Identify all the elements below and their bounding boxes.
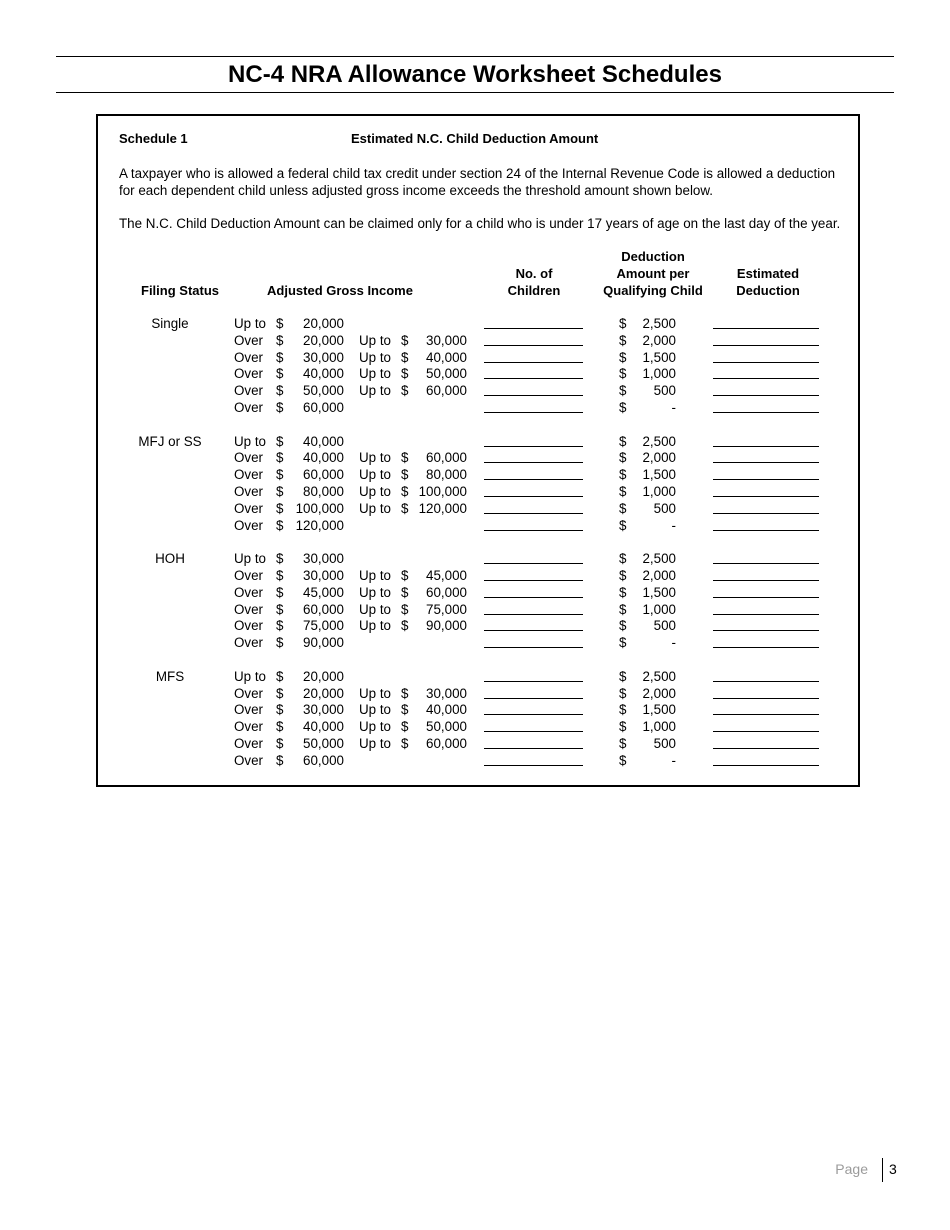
deduction-per-child-amount: 2,000 bbox=[642, 332, 676, 348]
deduction-per-child-amount: 1,000 bbox=[642, 366, 676, 382]
currency-sign: $ bbox=[401, 702, 409, 718]
children-count-field[interactable] bbox=[484, 378, 583, 379]
agi-qualifier-to: Up to bbox=[359, 719, 392, 735]
agi-qualifier-to: Up to bbox=[359, 568, 392, 583]
agi-amount-to: 120,000 bbox=[418, 500, 467, 516]
agi-amount-from: 20,000 bbox=[303, 685, 344, 701]
currency-sign: $ bbox=[276, 500, 284, 516]
filing-status-label: MFJ or SS bbox=[138, 433, 202, 449]
agi-amount-from: 50,000 bbox=[303, 383, 344, 399]
schedule-paragraph-2: The N.C. Child Deduction Amount can be claimed only for a child who is under 17 years of age on the last day of the year. bbox=[119, 216, 841, 231]
agi-amount-from: 40,000 bbox=[303, 450, 344, 466]
agi-qualifier-from: Over bbox=[234, 450, 264, 466]
agi-amount-from: 30,000 bbox=[303, 702, 344, 718]
estimated-deduction-field[interactable] bbox=[713, 681, 819, 682]
agi-qualifier-from: Over bbox=[234, 517, 264, 533]
currency-sign: $ bbox=[276, 568, 284, 583]
currency-sign: $ bbox=[619, 702, 627, 718]
agi-amount-from: 50,000 bbox=[303, 736, 344, 751]
currency-sign: $ bbox=[619, 433, 627, 449]
currency-sign: $ bbox=[401, 383, 409, 399]
deduction-per-child-amount: 1,000 bbox=[642, 484, 676, 499]
agi-qualifier-to: Up to bbox=[359, 450, 392, 466]
currency-sign: $ bbox=[276, 752, 284, 768]
agi-qualifier-from: Up to bbox=[234, 551, 267, 567]
currency-sign: $ bbox=[401, 366, 409, 382]
agi-amount-to: 80,000 bbox=[426, 467, 467, 483]
agi-qualifier-to: Up to bbox=[359, 484, 392, 499]
children-count-field[interactable] bbox=[484, 513, 583, 514]
schedule-title: Estimated N.C. Child Deduction Amount bbox=[351, 131, 599, 146]
agi-amount-to: 30,000 bbox=[426, 685, 467, 701]
agi-qualifier-from: Over bbox=[234, 584, 264, 600]
currency-sign: $ bbox=[276, 349, 284, 365]
agi-amount-to: 60,000 bbox=[426, 383, 467, 399]
schedule-1-box bbox=[96, 114, 860, 787]
page-label: Page bbox=[835, 1161, 868, 1177]
agi-qualifier-from: Up to bbox=[234, 668, 267, 684]
agi-amount-to: 75,000 bbox=[426, 601, 467, 617]
children-count-field[interactable] bbox=[484, 345, 583, 346]
currency-sign: $ bbox=[401, 736, 409, 751]
agi-amount-to: 60,000 bbox=[426, 584, 467, 600]
currency-sign: $ bbox=[276, 685, 284, 701]
agi-amount-to: 60,000 bbox=[426, 736, 467, 751]
deduction-per-child-amount: 2,000 bbox=[642, 568, 676, 583]
agi-amount-from: 100,000 bbox=[295, 500, 344, 516]
agi-amount-from: 20,000 bbox=[303, 316, 344, 331]
header-no-of-children: No. of Children bbox=[507, 266, 561, 298]
currency-sign: $ bbox=[276, 467, 284, 483]
children-count-field[interactable] bbox=[484, 563, 583, 564]
estimated-deduction-field[interactable] bbox=[713, 647, 819, 648]
currency-sign: $ bbox=[276, 719, 284, 735]
currency-sign: $ bbox=[619, 618, 627, 634]
currency-sign: $ bbox=[401, 484, 409, 499]
deduction-per-child-amount: 1,500 bbox=[642, 584, 676, 600]
children-count-field[interactable] bbox=[484, 395, 583, 396]
currency-sign: $ bbox=[619, 635, 627, 651]
deduction-per-child-amount: 500 bbox=[653, 736, 676, 751]
children-count-field[interactable] bbox=[484, 479, 583, 480]
agi-amount-to: 30,000 bbox=[426, 332, 467, 348]
currency-sign: $ bbox=[619, 467, 627, 483]
page-title: NC-4 NRA Allowance Worksheet Schedules bbox=[228, 61, 722, 88]
currency-sign: $ bbox=[276, 668, 284, 684]
children-count-field[interactable] bbox=[484, 714, 583, 715]
currency-sign: $ bbox=[401, 332, 409, 348]
currency-sign: $ bbox=[401, 719, 409, 735]
agi-qualifier-to: Up to bbox=[359, 349, 392, 365]
children-count-field[interactable] bbox=[484, 614, 583, 615]
children-count-field[interactable] bbox=[484, 597, 583, 598]
header-agi: Adjusted Gross Income bbox=[267, 283, 413, 298]
estimated-deduction-field[interactable] bbox=[713, 563, 819, 564]
currency-sign: $ bbox=[276, 635, 284, 651]
deduction-per-child-amount: 500 bbox=[653, 383, 676, 399]
estimated-deduction-field[interactable] bbox=[713, 345, 819, 346]
deduction-per-child-amount: 1,000 bbox=[642, 719, 676, 735]
currency-sign: $ bbox=[276, 702, 284, 718]
estimated-deduction-field[interactable] bbox=[713, 614, 819, 615]
agi-qualifier-to: Up to bbox=[359, 332, 392, 348]
title-bottom-rule bbox=[56, 92, 894, 93]
agi-qualifier-from: Over bbox=[234, 568, 264, 583]
agi-amount-from: 60,000 bbox=[303, 601, 344, 617]
currency-sign: $ bbox=[276, 400, 284, 415]
deduction-per-child-amount: 500 bbox=[653, 500, 676, 516]
children-count-field[interactable] bbox=[484, 630, 583, 631]
currency-sign: $ bbox=[619, 517, 627, 533]
currency-sign: $ bbox=[619, 366, 627, 382]
agi-qualifier-to: Up to bbox=[359, 702, 392, 718]
agi-qualifier-from: Up to bbox=[234, 316, 267, 331]
currency-sign: $ bbox=[276, 618, 284, 634]
page-number: 3 bbox=[889, 1161, 897, 1177]
children-count-field[interactable] bbox=[484, 530, 583, 531]
currency-sign: $ bbox=[619, 551, 627, 567]
agi-amount-from: 120,000 bbox=[295, 517, 344, 533]
deduction-per-child-amount: 1,500 bbox=[642, 349, 676, 365]
agi-amount-to: 100,000 bbox=[418, 484, 467, 499]
agi-amount-to: 60,000 bbox=[426, 450, 467, 466]
estimated-deduction-field[interactable] bbox=[713, 496, 819, 497]
agi-qualifier-from: Over bbox=[234, 349, 264, 365]
currency-sign: $ bbox=[401, 467, 409, 483]
deduction-per-child-amount: - bbox=[671, 400, 676, 415]
estimated-deduction-field[interactable] bbox=[713, 765, 819, 766]
agi-qualifier-to: Up to bbox=[359, 500, 392, 516]
estimated-deduction-field[interactable] bbox=[713, 580, 819, 581]
deduction-per-child-amount: 2,500 bbox=[642, 316, 676, 331]
agi-qualifier-from: Over bbox=[234, 467, 264, 483]
header-estimated-deduction: Estimated Deduction bbox=[736, 266, 800, 298]
estimated-deduction-field[interactable] bbox=[713, 630, 819, 631]
estimated-deduction-field[interactable] bbox=[713, 479, 819, 480]
currency-sign: $ bbox=[276, 736, 284, 751]
agi-qualifier-to: Up to bbox=[359, 366, 392, 382]
currency-sign: $ bbox=[619, 349, 627, 365]
agi-amount-to: 45,000 bbox=[426, 568, 467, 583]
estimated-deduction-field[interactable] bbox=[713, 731, 819, 732]
currency-sign: $ bbox=[619, 568, 627, 583]
currency-sign: $ bbox=[619, 719, 627, 735]
agi-amount-from: 40,000 bbox=[303, 433, 344, 449]
currency-sign: $ bbox=[619, 685, 627, 701]
agi-qualifier-from: Over bbox=[234, 719, 264, 735]
agi-amount-to: 50,000 bbox=[426, 366, 467, 382]
children-count-field[interactable] bbox=[484, 496, 583, 497]
header-deduction-per-child: Deduction Amount per Qualifying Child bbox=[603, 249, 703, 298]
estimated-deduction-field[interactable] bbox=[713, 446, 819, 447]
agi-amount-to: 90,000 bbox=[426, 618, 467, 634]
agi-qualifier-from: Over bbox=[234, 752, 264, 768]
agi-qualifier-from: Over bbox=[234, 601, 264, 617]
deduction-per-child-amount: - bbox=[671, 752, 676, 768]
currency-sign: $ bbox=[401, 500, 409, 516]
agi-qualifier-to: Up to bbox=[359, 601, 392, 617]
currency-sign: $ bbox=[276, 484, 284, 499]
agi-amount-to: 50,000 bbox=[426, 719, 467, 735]
currency-sign: $ bbox=[276, 366, 284, 382]
currency-sign: $ bbox=[276, 584, 284, 600]
agi-qualifier-from: Up to bbox=[234, 433, 267, 449]
agi-qualifier-from: Over bbox=[234, 484, 264, 499]
estimated-deduction-field[interactable] bbox=[713, 462, 819, 463]
agi-amount-from: 30,000 bbox=[303, 568, 344, 583]
currency-sign: $ bbox=[619, 484, 627, 499]
currency-sign: $ bbox=[401, 568, 409, 583]
agi-qualifier-from: Over bbox=[234, 400, 264, 415]
deduction-per-child-amount: 2,500 bbox=[642, 551, 676, 567]
currency-sign: $ bbox=[619, 500, 627, 516]
schedule-paragraph-1: A taxpayer who is allowed a federal child tax credit under section 24 of the Internal Revenue Code is allowed a deduction for each dependent child unless adjusted gross income exceeds the threshold amount shown below. bbox=[119, 166, 836, 198]
agi-qualifier-from: Over bbox=[234, 702, 264, 718]
agi-amount-to: 40,000 bbox=[426, 349, 467, 365]
deduction-per-child-amount: 2,500 bbox=[642, 433, 676, 449]
agi-qualifier-to: Up to bbox=[359, 383, 392, 399]
currency-sign: $ bbox=[401, 450, 409, 466]
deduction-per-child-amount: 1,500 bbox=[642, 467, 676, 483]
currency-sign: $ bbox=[619, 383, 627, 399]
agi-qualifier-to: Up to bbox=[359, 584, 392, 600]
deduction-per-child-amount: 500 bbox=[653, 618, 676, 634]
currency-sign: $ bbox=[619, 316, 627, 331]
currency-sign: $ bbox=[276, 316, 284, 331]
currency-sign: $ bbox=[619, 584, 627, 600]
currency-sign: $ bbox=[619, 450, 627, 466]
agi-amount-from: 20,000 bbox=[303, 668, 344, 684]
currency-sign: $ bbox=[276, 517, 284, 533]
children-count-field[interactable] bbox=[484, 462, 583, 463]
deduction-per-child-amount: 2,000 bbox=[642, 450, 676, 466]
agi-qualifier-to: Up to bbox=[359, 685, 392, 701]
children-count-field[interactable] bbox=[484, 647, 583, 648]
estimated-deduction-field[interactable] bbox=[713, 378, 819, 379]
deduction-per-child-amount: 2,500 bbox=[642, 668, 676, 684]
filing-status-label: Single bbox=[151, 316, 189, 331]
agi-amount-from: 30,000 bbox=[303, 349, 344, 365]
agi-qualifier-from: Over bbox=[234, 635, 264, 651]
estimated-deduction-field[interactable] bbox=[713, 597, 819, 598]
agi-amount-from: 30,000 bbox=[303, 551, 344, 567]
currency-sign: $ bbox=[619, 400, 627, 415]
agi-qualifier-from: Over bbox=[234, 366, 264, 382]
estimated-deduction-field[interactable] bbox=[713, 513, 819, 514]
children-count-field[interactable] bbox=[484, 412, 583, 413]
children-count-field[interactable] bbox=[484, 328, 583, 329]
agi-amount-from: 40,000 bbox=[303, 719, 344, 735]
deduction-per-child-amount: 2,000 bbox=[642, 685, 676, 701]
children-count-field[interactable] bbox=[484, 731, 583, 732]
filing-status-label: MFS bbox=[155, 668, 185, 684]
currency-sign: $ bbox=[401, 349, 409, 365]
agi-qualifier-from: Over bbox=[234, 618, 264, 634]
currency-sign: $ bbox=[619, 601, 627, 617]
currency-sign: $ bbox=[276, 450, 284, 466]
agi-qualifier-from: Over bbox=[234, 736, 264, 751]
estimated-deduction-field[interactable] bbox=[713, 328, 819, 329]
agi-amount-from: 60,000 bbox=[303, 752, 344, 768]
estimated-deduction-field[interactable] bbox=[713, 412, 819, 413]
deduction-per-child-amount: 1,000 bbox=[642, 601, 676, 617]
agi-qualifier-from: Over bbox=[234, 332, 264, 348]
deduction-per-child-amount: - bbox=[671, 635, 676, 651]
agi-qualifier-to: Up to bbox=[359, 736, 392, 751]
currency-sign: $ bbox=[619, 668, 627, 684]
agi-qualifier-from: Over bbox=[234, 685, 264, 701]
currency-sign: $ bbox=[401, 584, 409, 600]
currency-sign: $ bbox=[619, 332, 627, 348]
estimated-deduction-field[interactable] bbox=[713, 362, 819, 363]
agi-amount-to: 40,000 bbox=[426, 702, 467, 718]
children-count-field[interactable] bbox=[484, 765, 583, 766]
currency-sign: $ bbox=[276, 551, 284, 567]
filing-status-label: HOH bbox=[155, 551, 185, 567]
agi-amount-from: 60,000 bbox=[303, 467, 344, 483]
children-count-field[interactable] bbox=[484, 698, 583, 699]
agi-amount-from: 40,000 bbox=[303, 366, 344, 382]
agi-amount-from: 75,000 bbox=[303, 618, 344, 634]
children-count-field[interactable] bbox=[484, 362, 583, 363]
currency-sign: $ bbox=[619, 736, 627, 751]
agi-qualifier-to: Up to bbox=[359, 467, 392, 483]
currency-sign: $ bbox=[276, 601, 284, 617]
agi-amount-from: 45,000 bbox=[303, 584, 344, 600]
estimated-deduction-field[interactable] bbox=[713, 530, 819, 531]
agi-amount-from: 90,000 bbox=[303, 635, 344, 651]
children-count-field[interactable] bbox=[484, 748, 583, 749]
schedule-label: Schedule 1 bbox=[119, 131, 188, 146]
deduction-per-child-amount: 1,500 bbox=[642, 702, 676, 718]
currency-sign: $ bbox=[276, 383, 284, 399]
estimated-deduction-field[interactable] bbox=[713, 748, 819, 749]
deduction-per-child-amount: - bbox=[671, 517, 676, 533]
agi-qualifier-to: Up to bbox=[359, 618, 392, 634]
page-divider bbox=[882, 1158, 883, 1182]
currency-sign: $ bbox=[276, 332, 284, 348]
currency-sign: $ bbox=[401, 601, 409, 617]
currency-sign: $ bbox=[401, 685, 409, 701]
header-filing-status: Filing Status bbox=[141, 283, 219, 298]
agi-qualifier-from: Over bbox=[234, 500, 264, 516]
currency-sign: $ bbox=[619, 752, 627, 768]
agi-amount-from: 20,000 bbox=[303, 332, 344, 348]
agi-amount-from: 80,000 bbox=[303, 484, 344, 499]
estimated-deduction-field[interactable] bbox=[713, 395, 819, 396]
children-count-field[interactable] bbox=[484, 446, 583, 447]
children-count-field[interactable] bbox=[484, 681, 583, 682]
estimated-deduction-field[interactable] bbox=[713, 714, 819, 715]
title-top-rule bbox=[56, 56, 894, 57]
currency-sign: $ bbox=[276, 433, 284, 449]
children-count-field[interactable] bbox=[484, 580, 583, 581]
agi-amount-from: 60,000 bbox=[303, 400, 344, 415]
currency-sign: $ bbox=[401, 618, 409, 634]
estimated-deduction-field[interactable] bbox=[713, 698, 819, 699]
agi-qualifier-from: Over bbox=[234, 383, 264, 399]
